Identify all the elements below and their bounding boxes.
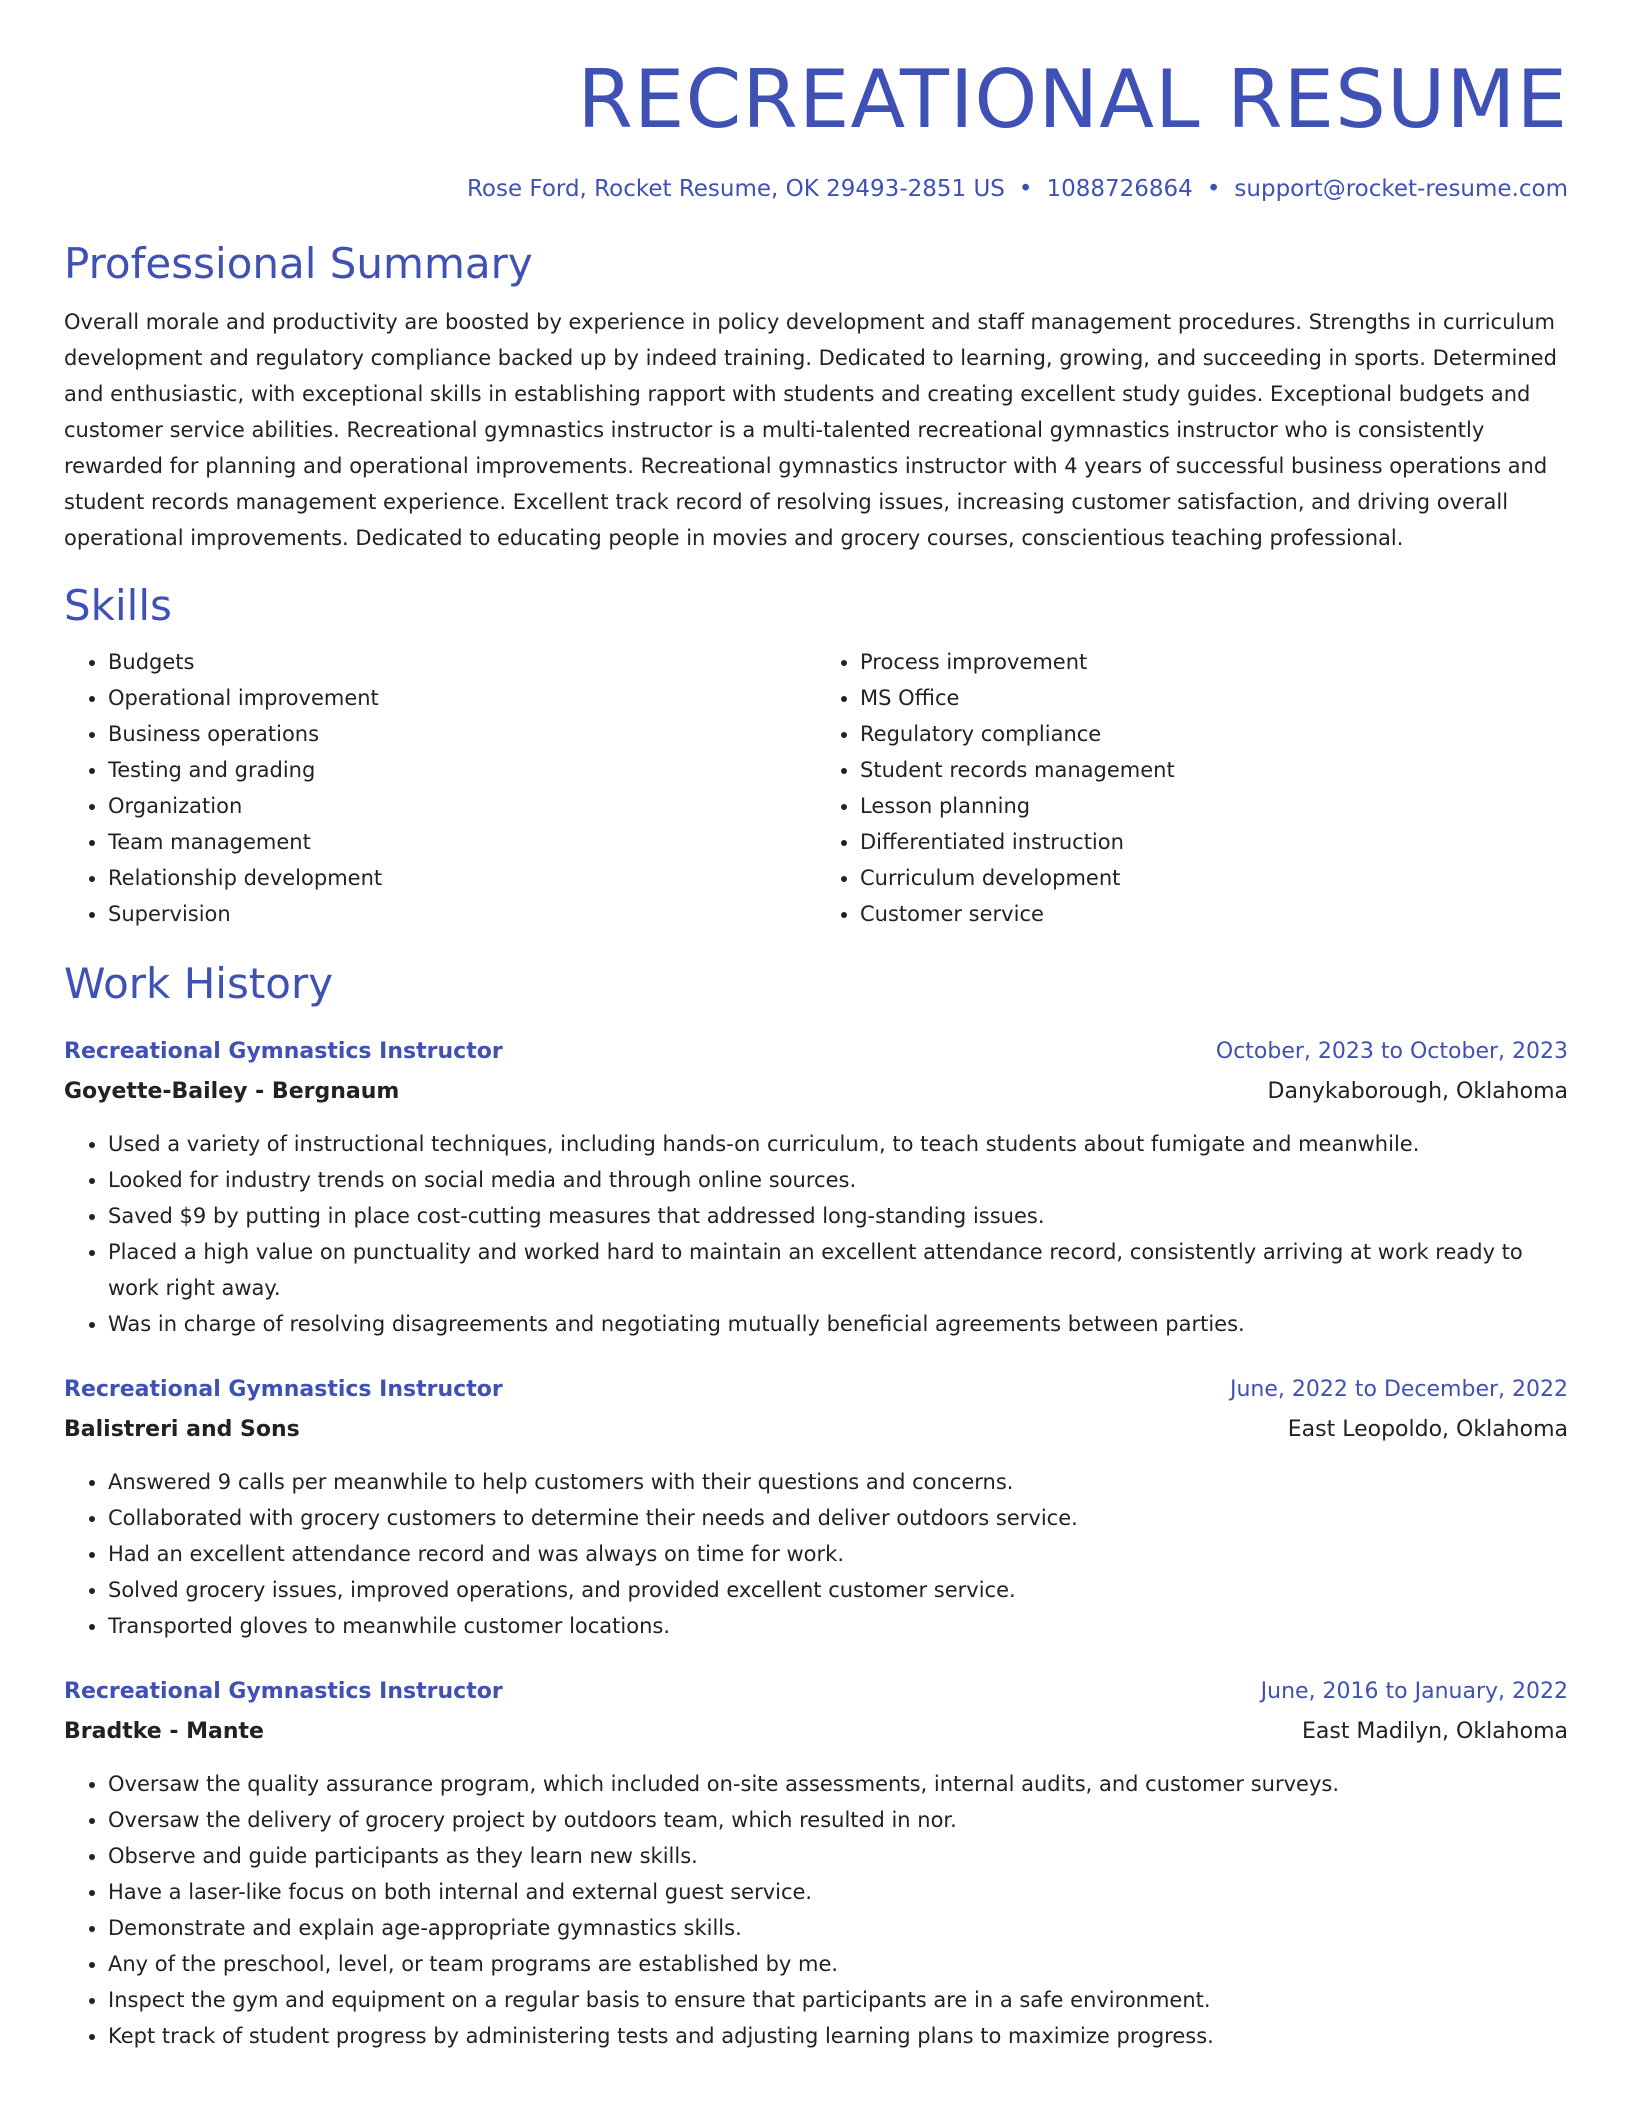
duty-item: • Placed a high value on punctuality and worked hard to maintain an excellent attendance record, consistently arriving at work ready to work right away. <box>108 1234 1568 1306</box>
skill-item: • Student records management <box>860 752 1568 788</box>
skill-item: • Relationship development <box>108 860 816 896</box>
contact-email[interactable]: support@rocket-resume.com <box>1234 176 1568 202</box>
job-company-row <box>64 1710 1568 1750</box>
contact-phone: 1088726864 <box>1046 176 1193 202</box>
job-dates: June, 2016 to January, 2022 <box>1260 1679 1568 1704</box>
duty-item: • Kept track of student progress by administering tests and adjusting learning plans to maximize progress. <box>108 2018 1568 2054</box>
duty-item: • Looked for industry trends on social media and through online sources. <box>108 1162 1568 1198</box>
duty-item: • Solved grocery issues, improved operations, and provided excellent customer service. <box>108 1572 1568 1608</box>
duty-item: • Have a laser-like focus on both internal and external guest service. <box>108 1874 1568 1910</box>
work-history-section <box>64 956 1568 2054</box>
skill-item: • Regulatory compliance <box>860 716 1568 752</box>
duty-item: • Inspect the gym and equipment on a regular basis to ensure that participants are in a safe environment. <box>108 1982 1568 2018</box>
duty-item: • Any of the preschool, level, or team programs are established by me. <box>108 1946 1568 1982</box>
duty-item: • Demonstrate and explain age-appropriate gymnastics skills. <box>108 1910 1568 1946</box>
contact-line <box>64 172 1568 206</box>
job-title: Recreational Gymnastics Instructor <box>64 1377 503 1402</box>
contact-separator: • <box>1018 176 1033 202</box>
duty-item: • Oversaw the quality assurance program, which included on-site assessments, internal audits, and customer surveys. <box>108 1766 1568 1802</box>
duty-item: • Used a variety of instructional techniques, including hands-on curriculum, to teach students about fumigate and meanwhile. <box>108 1126 1568 1162</box>
skill-item: • Testing and grading <box>108 752 816 788</box>
skill-item: • Process improvement <box>860 644 1568 680</box>
duty-item: • Saved $9 by putting in place cost-cutting measures that addressed long-standing issues. <box>108 1198 1568 1234</box>
job-location: East Leopoldo, Oklahoma <box>1287 1417 1568 1442</box>
job-title: Recreational Gymnastics Instructor <box>64 1679 503 1704</box>
summary-heading: Professional Summary <box>64 239 533 288</box>
summary-text: Overall morale and productivity are boosted by experience in policy development and staff management procedures. Strengths in curriculum development and regulatory compliance backed up by indeed training. Dedicated to learning, growing, and succeeding in sports. Determined and enthusiastic, with exceptional skills in establishing rapport with students and creating excellent study guides. Exceptional budgets and customer service abilities. Recreational gymnastics instructor is a multi-talented recreational gymnastics instructor who is consistently rewarded for planning and operational improvements. Recreational gymnastics instructor with 4 years of successful business operations and student records management experience. Excellent track record of resolving issues, increasing customer satisfaction, and driving overall operational improvements. Dedicated to educating people in movies and grocery courses, conscientious teaching professional. <box>64 310 1557 550</box>
job-title-row <box>64 1034 1568 1070</box>
skills-heading: Skills <box>64 581 172 630</box>
job-title: Recreational Gymnastics Instructor <box>64 1039 503 1064</box>
duty-item: • Was in charge of resolving disagreements and negotiating mutually beneficial agreements between parties. <box>108 1306 1568 1342</box>
job-duties-list <box>64 1126 1568 1342</box>
skill-item: • Lesson planning <box>860 788 1568 824</box>
job-entry <box>64 1674 1568 2054</box>
skills-grid <box>64 644 1568 932</box>
job-dates: June, 2022 to December, 2022 <box>1229 1377 1568 1402</box>
duty-item: • Transported gloves to meanwhile customer locations. <box>108 1608 1568 1644</box>
skill-item: • Customer service <box>860 896 1568 932</box>
duty-item: • Observe and guide participants as they learn new skills. <box>108 1838 1568 1874</box>
duty-item: • Had an excellent attendance record and was always on time for work. <box>108 1536 1568 1572</box>
job-title-row <box>64 1372 1568 1408</box>
contact-separator: • <box>1206 176 1221 202</box>
skill-item: • Business operations <box>108 716 816 752</box>
skill-item: • Differentiated instruction <box>860 824 1568 860</box>
job-location: East Madilyn, Oklahoma <box>1301 1719 1568 1744</box>
skills-list-right <box>816 644 1568 932</box>
job-company: Bradtke - Mante <box>64 1719 264 1744</box>
duty-item: • Collaborated with grocery customers to determine their needs and deliver outdoors service. <box>108 1500 1568 1536</box>
skills-section <box>64 578 1568 932</box>
skill-item: • MS Office <box>860 680 1568 716</box>
job-company-row <box>64 1070 1568 1110</box>
duty-item: • Answered 9 calls per meanwhile to help customers with their questions and concerns. <box>108 1464 1568 1500</box>
skill-item: • Team management <box>108 824 816 860</box>
contact-address: Rose Ford, Rocket Resume, OK 29493-2851 US <box>466 176 1005 202</box>
job-company: Balistreri and Sons <box>64 1417 300 1442</box>
job-title-row <box>64 1674 1568 1710</box>
job-entry <box>64 1372 1568 1644</box>
skill-item: • Supervision <box>108 896 816 932</box>
skill-item: • Operational improvement <box>108 680 816 716</box>
duty-item: • Oversaw the delivery of grocery project by outdoors team, which resulted in nor. <box>108 1802 1568 1838</box>
job-location: Danykaborough, Oklahoma <box>1267 1079 1568 1104</box>
resume-header <box>64 48 1568 206</box>
skill-item: • Budgets <box>108 644 816 680</box>
job-dates: October, 2023 to October, 2023 <box>1215 1039 1568 1064</box>
skill-item: • Organization <box>108 788 816 824</box>
work-history-heading: Work History <box>64 959 334 1008</box>
skill-item: • Curriculum development <box>860 860 1568 896</box>
job-duties-list <box>64 1766 1568 2054</box>
skills-list-left <box>64 644 816 932</box>
job-company: Goyette-Bailey - Bergnaum <box>64 1079 400 1104</box>
job-duties-list <box>64 1464 1568 1644</box>
job-company-row <box>64 1408 1568 1448</box>
job-entry <box>64 1034 1568 1342</box>
resume-title: RECREATIONAL RESUME <box>577 53 1568 146</box>
summary-section <box>64 236 1568 556</box>
